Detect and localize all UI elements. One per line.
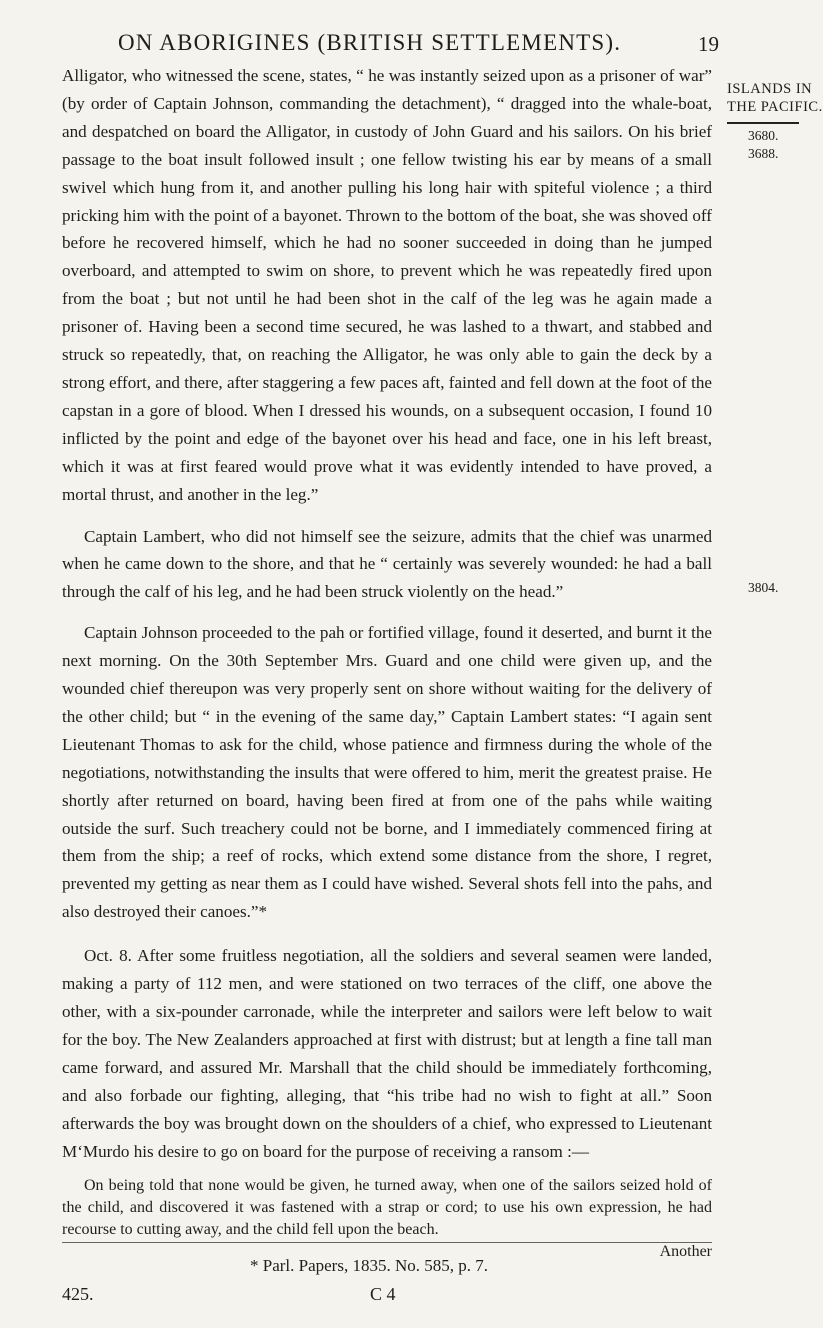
page-folio: 19 [698,32,719,56]
paragraph-5 [62,1175,712,1263]
body-text [62,62,712,1263]
margin-heading-line-2: THE PACIFIC. [727,99,823,115]
side-margin [727,80,823,128]
page-number: 425. [62,1284,94,1304]
margin-ref-3804: 3804. [748,580,779,595]
margin-rule [727,122,799,124]
paragraph-3: Captain Johnson proceeded to the pah or fortified village, found it deserted, and burnt it the next morning. On the 30th September Mrs. Guard and one child were given up, and the wounded chief thereupon was very properly sent on shore without waiting for the delivery of the other child; but “ in the evening of the same day,” Captain Lambert states: “I again sent Lieutenant Thomas to ask for the child, whose patience and firmness during the whole of the negotiations, notwithstanding the insults that were offered to him, merit the greatest praise. He shortly after returned on board, having been fired at from one of the pahs while waiting outside the surf. Such treachery could not be borne, and I immediately commenced firing at them from the ship; a reef of rocks, which extend some distance from the shore, I regret, prevented my getting as near them as I could have wished. Several shots fell into the pahs, and also destroyed their canoes.”* [62,623,712,922]
margin-ref-3688: 3688. [748,146,779,161]
paragraph-2: Captain Lambert, who did not himself see the seizure, admits that the chief was unarmed when he came down to the shore, and that he “ certainly was severely wounded: he had a ball through the calf of his leg, and he had been struck violently on the head.” [62,526,712,602]
footnote-rule [62,1242,712,1243]
catchword: Another [659,1243,712,1261]
footnote: * Parl. Papers, 1835. No. 585, p. 7. [250,1256,488,1275]
signature-mark: C 4 [370,1284,396,1304]
margin-ref-3680: 3680. [748,128,779,143]
paragraph-5-text: On being told that none would be given, he turned away, when one of the sailors seized hold of the child, and discovered it was fastened with a strap or cord; to use his own expression, he had recourse to cutting away, and the child fell upon the beach. [62,1177,712,1239]
margin-heading-line-1: ISLANDS IN [727,81,813,97]
paragraph-4: Oct. 8. After some fruitless negotiation, all the soldiers and several seamen were landed, making a party of 112 men, and were stationed on two terraces of the cliff, one above the other, with a six-pounder carronade, while the interpreter and sailors were left below to wait for the boy. The New Zealanders approached at first with distrust; but at length a fine tall man came forward, and assured Mr. Marshall that the child should be immediately forthcoming, and also forbade our fighting, alleging, that “his tribe had no wish to fight at all.” Soon afterwards the boy was brought down on the shoulders of a chief, who expressed to Lieutenant M‘Murdo his desire to go on board for the purpose of receiving a ransom :— [62,946,712,1161]
running-head: ON ABORIGINES (BRITISH SETTLEMENTS). [118,30,622,55]
paragraph-1: Alligator, who witnessed the scene, states, “ he was instantly seized upon as a prisoner of war” (by order of Captain Johnson, commanding the detachment), “ dragged into the whale-boat, and despatched on board the Alligator, in custody of John Guard and his sailors. On his brief passage to the boat insult followed insult ; one fellow twisting his ear by means of a small swivel which hung from it, and another pulling his long hair with spiteful violence ; a third pricking him with the point of a bayonet. Thrown to the bottom of the boat, she was shoved off before he recovered himself, which he had no sooner succeeded in doing than he jumped overboard, and attempted to swim on shore, to prevent which he was repeatedly fired upon from the boat ; but not until he had been shot in the calf of the leg was he again made a prisoner of. Having been a second time secured, he was lashed to a thwart, and stabbed and struck so repeatedly, that, on reaching the Alligator, he was only able to gain the deck by a strong effort, and there, after staggering a few paces aft, fainted and fell down at the foot of the capstan in a gore of blood. When I dressed his wounds, on a subsequent occasion, I found 10 inflicted by the point and edge of the bayonet over his head and face, one in his left breast, which it was at first feared would prove what it was evidently intended to have proved, a mortal thrust, and another in the leg.” [62,66,712,504]
